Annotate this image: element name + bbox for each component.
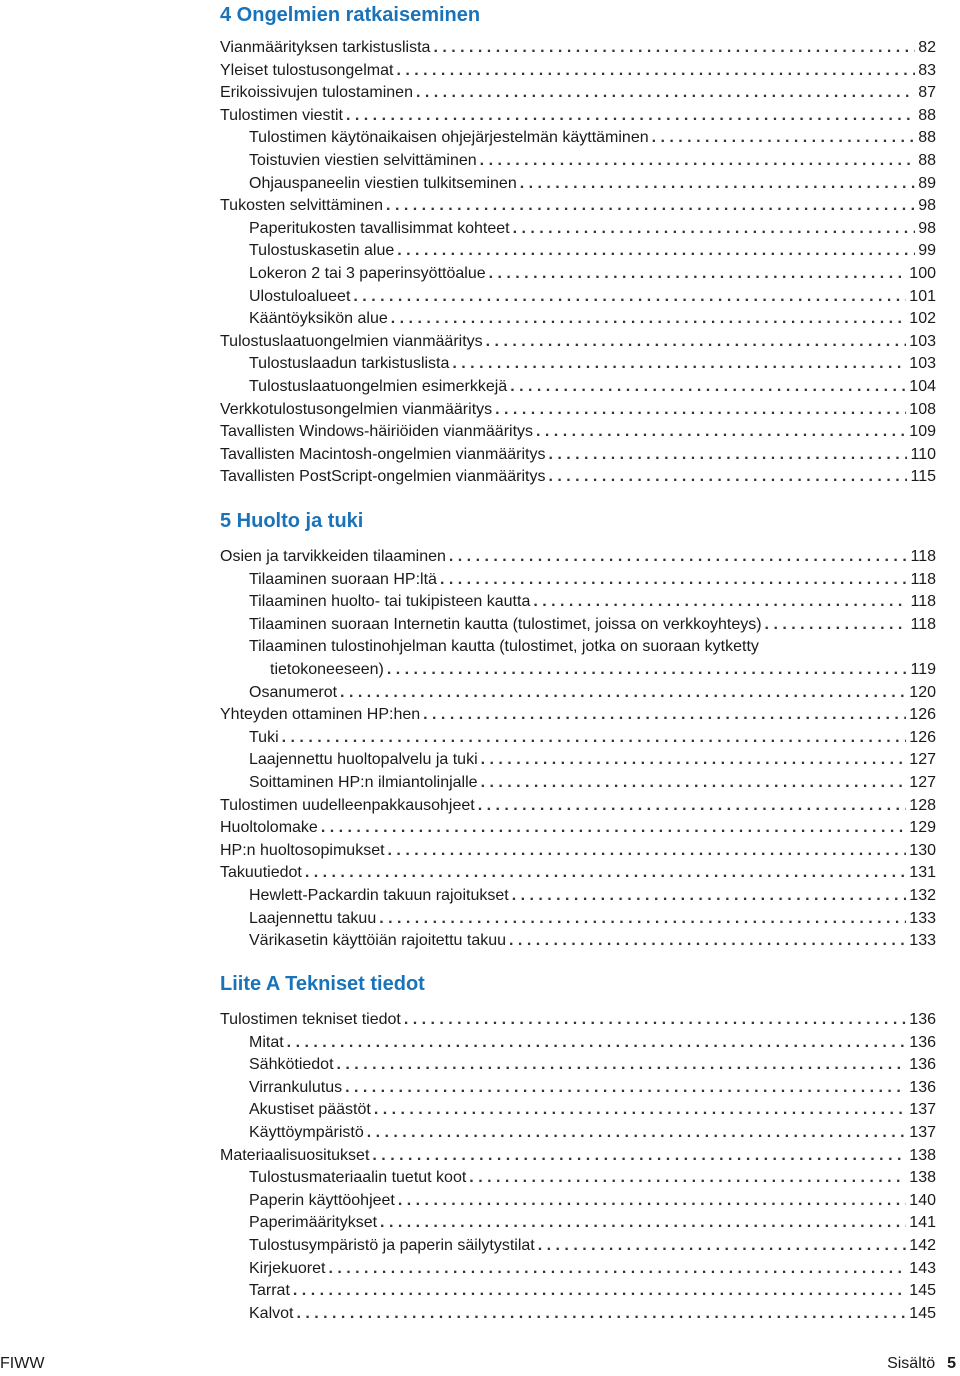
toc-entry-continuation	[249, 659, 936, 682]
dot-leader	[548, 466, 907, 489]
dot-leader	[548, 444, 907, 467]
toc-entry[interactable]	[220, 399, 936, 422]
footer-section-name: Sisältö	[887, 1355, 936, 1372]
toc-entry[interactable]	[220, 546, 936, 569]
toc-entry[interactable]	[220, 240, 936, 263]
footer-page-number: 5	[947, 1355, 956, 1372]
toc-entry-label: Virrankulutus	[249, 1078, 343, 1096]
toc-entry[interactable]	[220, 636, 936, 681]
dot-leader	[397, 240, 915, 263]
toc-entry[interactable]	[220, 862, 936, 885]
toc-entry-page: 110	[910, 445, 936, 463]
toc-entry-page: 131	[909, 864, 936, 882]
toc-entry[interactable]	[220, 885, 936, 908]
toc-entry[interactable]	[220, 331, 936, 354]
toc-entry[interactable]	[220, 772, 936, 795]
toc-entry-page: 126	[909, 706, 936, 724]
toc-entry-page: 142	[909, 1236, 936, 1254]
toc-entry-page: 98	[918, 219, 936, 237]
toc-list-chapter-5	[220, 546, 936, 953]
dot-leader	[481, 772, 907, 795]
toc-entry-page: 127	[909, 773, 936, 791]
toc-entry-page: 141	[909, 1214, 936, 1232]
dot-leader	[520, 173, 915, 196]
dot-leader	[380, 1212, 906, 1235]
toc-entry-label: Kääntöyksikön alue	[249, 310, 388, 328]
toc-entry-label: Paperin käyttöohjeet	[249, 1191, 395, 1209]
toc-entry-page: 138	[909, 1169, 936, 1187]
toc-entry-label: Tulostuslaadun tarkistuslista	[249, 355, 450, 373]
dot-leader	[353, 286, 906, 309]
toc-entry-page: 126	[909, 728, 936, 746]
toc-entry-label: Laajennettu huoltopalvelu ja tuki	[249, 751, 478, 769]
toc-entry-label: Osien ja tarvikkeiden tilaaminen	[220, 548, 446, 565]
chapter-heading-5: 5 Huolto ja tuki	[220, 510, 364, 532]
toc-entry-label: Hewlett-Packardin takuun rajoitukset	[249, 886, 509, 904]
toc-entry-page: 118	[910, 593, 936, 611]
dot-leader	[387, 659, 908, 682]
toc-entry[interactable]	[220, 1280, 936, 1303]
dot-leader	[512, 885, 907, 908]
toc-entry[interactable]	[220, 1190, 936, 1213]
toc-entry[interactable]	[220, 308, 936, 331]
toc-entry[interactable]	[220, 1258, 936, 1281]
toc-entry[interactable]	[220, 1032, 936, 1055]
toc-entry[interactable]	[220, 37, 936, 60]
toc-entry-page: 88	[918, 129, 936, 147]
toc-entry-page: 133	[909, 932, 936, 950]
toc-entry-label: Erikoissivujen tulostaminen	[220, 84, 413, 102]
dot-leader	[282, 727, 907, 750]
toc-entry[interactable]	[220, 444, 936, 467]
toc-entry-label: Akustiset päästöt	[249, 1101, 371, 1119]
dot-leader	[396, 60, 915, 83]
dot-leader	[386, 195, 915, 218]
toc-entry-label: Toistuvien viestien selvittäminen	[249, 151, 477, 169]
toc-list-appendix-a	[220, 1009, 936, 1325]
toc-entry[interactable]	[220, 82, 936, 105]
toc-entry[interactable]	[220, 1054, 936, 1077]
toc-entry-page: 138	[909, 1146, 936, 1164]
toc-entry-label: Tulostusmateriaalin tuetut koot	[249, 1169, 467, 1187]
dot-leader	[480, 150, 916, 173]
toc-entry-label: Kirjekuoret	[249, 1259, 326, 1277]
toc-entry[interactable]	[220, 749, 936, 772]
toc-entry-label: Tuki	[249, 728, 279, 746]
toc-entry-page: 99	[918, 242, 936, 260]
toc-entry-page: 118	[910, 570, 936, 588]
dot-leader	[452, 353, 906, 376]
toc-entry[interactable]	[220, 614, 936, 637]
toc-entry[interactable]	[220, 817, 936, 840]
toc-list-chapter-4	[220, 37, 936, 489]
toc-entry-label: Soittaminen HP:n ilmiantolinjalle	[249, 773, 478, 791]
toc-entry[interactable]	[220, 1145, 936, 1168]
dot-leader	[533, 591, 907, 614]
toc-entry-page: 104	[909, 377, 936, 395]
toc-entry-page: 133	[909, 909, 936, 927]
toc-entry-label: Tavallisten Windows-häiriöiden vianmääritys	[220, 423, 534, 441]
dot-leader	[423, 704, 906, 727]
toc-entry[interactable]	[220, 60, 936, 83]
dot-leader	[478, 795, 907, 818]
toc-entry-label: Takuutiedot	[220, 864, 302, 882]
toc-entry-label: Tulostimen tekniset tiedot	[220, 1011, 401, 1028]
toc-entry-label: Tilaaminen suoraan HP:ltä	[249, 570, 437, 588]
toc-entry[interactable]	[220, 1099, 936, 1122]
dot-leader	[486, 331, 907, 354]
dot-leader	[305, 862, 906, 885]
toc-entry-label: Tukosten selvittäminen	[220, 197, 384, 215]
toc-entry-page: 115	[910, 468, 936, 486]
toc-entry-page: 100	[909, 264, 936, 282]
toc-entry-label: Huoltolomake	[220, 819, 318, 837]
dot-leader	[321, 817, 906, 840]
dot-leader	[337, 1054, 907, 1077]
toc-entry[interactable]	[220, 682, 936, 705]
chapter-heading-appendix-a: Liite A Tekniset tiedot	[220, 973, 425, 995]
toc-entry-page: 127	[909, 751, 936, 769]
toc-entry-label: Sähkötiedot	[249, 1056, 334, 1074]
toc-entry-page: 102	[909, 310, 936, 328]
toc-entry-label: Tarrat	[249, 1282, 290, 1300]
toc-entry-label-continuation: tietokoneeseen)	[270, 660, 384, 678]
toc-entry-label: Tavallisten Macintosh-ongelmien vianmääritys	[220, 445, 546, 463]
toc-entry[interactable]	[220, 795, 936, 818]
toc-entry-label: Tilaaminen tulostinohjelman kautta (tulostimet, jotka on suoraan kytketty	[249, 638, 759, 656]
toc-entry-page: 118	[910, 548, 936, 565]
dot-leader	[372, 1145, 906, 1168]
toc-entry-page: 120	[909, 683, 936, 701]
toc-entry-page: 140	[909, 1191, 936, 1209]
toc-entry[interactable]	[220, 1235, 936, 1258]
toc-entry-label: Tulostuslaatuongelmien vianmääritys	[220, 332, 483, 350]
toc-entry[interactable]	[220, 591, 936, 614]
toc-entry-page: 136	[909, 1011, 936, 1028]
toc-entry-label: Tulostimen uudelleenpakkausohjeet	[220, 796, 475, 814]
toc-entry-page: 119	[910, 660, 936, 678]
toc-entry-label: Mitat	[249, 1033, 284, 1051]
toc-entry-page: 88	[918, 151, 936, 169]
toc-entry-label: Yhteyden ottaminen HP:hen	[220, 706, 421, 724]
toc-entry-label: Osanumerot	[249, 683, 338, 701]
toc-entry[interactable]	[220, 286, 936, 309]
toc-entry[interactable]	[220, 908, 936, 931]
toc-entry[interactable]	[220, 150, 936, 173]
toc-entry[interactable]	[220, 421, 936, 444]
dot-leader	[374, 1099, 906, 1122]
toc-entry[interactable]	[220, 173, 936, 196]
dot-leader	[652, 127, 916, 150]
toc-entry-page: 89	[918, 174, 936, 192]
toc-entry-page: 136	[909, 1033, 936, 1051]
toc-entry-page: 143	[909, 1259, 936, 1277]
toc-entry[interactable]	[220, 263, 936, 286]
dot-leader	[293, 1280, 906, 1303]
toc-entry-page: 128	[909, 796, 936, 814]
dot-leader	[367, 1122, 907, 1145]
dot-leader	[404, 1009, 906, 1032]
dot-leader	[398, 1190, 906, 1213]
toc-entry-page: 103	[909, 332, 936, 350]
toc-entry-label: HP:n huoltosopimukset	[220, 841, 385, 859]
toc-entry-page: 136	[909, 1078, 936, 1096]
toc-entry-page: 130	[909, 841, 936, 859]
toc-entry-label: Tulostusympäristö ja paperin säilytystilat	[249, 1236, 535, 1254]
toc-entry-label: Ulostuloalueet	[249, 287, 351, 305]
dot-leader	[388, 840, 907, 863]
toc-entry-page: 132	[909, 886, 936, 904]
dot-leader	[433, 37, 915, 60]
toc-entry-page: 136	[909, 1056, 936, 1074]
toc-entry[interactable]	[220, 218, 936, 241]
toc-entry[interactable]	[220, 704, 936, 727]
toc-entry-label: Vianmäärityksen tarkistuslista	[220, 39, 431, 56]
dot-leader	[469, 1167, 906, 1190]
toc-entry-page: 145	[909, 1282, 936, 1300]
toc-entry-label: Käyttöympäristö	[249, 1123, 364, 1141]
dot-leader	[513, 218, 916, 241]
dot-leader	[510, 376, 906, 399]
toc-entry-label: Paperitukosten tavallisimmat kohteet	[249, 219, 510, 237]
footer-doc-code: FIWW	[0, 1355, 45, 1372]
toc-entry-label: Lokeron 2 tai 3 paperinsyöttöalue	[249, 264, 486, 282]
toc-entry-page: 88	[918, 106, 936, 124]
dot-leader	[328, 1258, 906, 1281]
toc-entry[interactable]	[220, 1212, 936, 1235]
toc-entry[interactable]	[220, 376, 936, 399]
toc-entry-label: Ohjauspaneelin viestien tulkitseminen	[249, 174, 517, 192]
toc-entry[interactable]	[220, 1122, 936, 1145]
toc-entry-label: Tilaaminen huolto- tai tukipisteen kautta	[249, 593, 531, 611]
toc-entry-label: Tavallisten PostScript-ongelmien vianmääritys	[220, 468, 546, 486]
toc-entry-page: 137	[909, 1123, 936, 1141]
toc-entry-label: Tilaaminen suoraan Internetin kautta (tulostimet, joissa on verkkoyhteys)	[249, 615, 762, 633]
toc-entry-page: 129	[909, 819, 936, 837]
toc-entry[interactable]	[220, 105, 936, 128]
dot-leader	[449, 546, 908, 569]
dot-leader	[509, 930, 906, 953]
dot-leader	[287, 1032, 907, 1055]
toc-entry-label: Paperimääritykset	[249, 1214, 378, 1232]
toc-entry[interactable]	[220, 195, 936, 218]
toc-entry-label: Tulostuslaatuongelmien esimerkkejä	[249, 377, 508, 395]
toc-entry[interactable]	[220, 1009, 936, 1032]
toc-entry[interactable]	[220, 569, 936, 592]
dot-leader	[495, 399, 906, 422]
toc-entry-label: Materiaalisuositukset	[220, 1146, 370, 1164]
toc-entry[interactable]	[220, 1077, 936, 1100]
toc-entry-label: Kalvot	[249, 1304, 294, 1322]
chapter-heading-4: 4 Ongelmien ratkaiseminen	[220, 4, 481, 26]
toc-entry-label: Laajennettu takuu	[249, 909, 377, 927]
toc-entry[interactable]	[220, 840, 936, 863]
toc-entry-label: Värikasetin käyttöiän rajoitettu takuu	[249, 932, 507, 950]
toc-entry-page: 87	[918, 84, 936, 102]
toc-entry-label: Tulostimen käytönaikaisen ohjejärjestelmän käyttäminen	[249, 129, 649, 147]
toc-entry-label: Verkkotulostusongelmien vianmääritys	[220, 400, 493, 418]
dot-leader	[340, 682, 906, 705]
toc-entry[interactable]	[220, 353, 936, 376]
dot-leader	[345, 1077, 906, 1100]
dot-leader	[536, 421, 906, 444]
toc-entry-label: Yleiset tulostusongelmat	[220, 61, 394, 79]
dot-leader	[296, 1303, 906, 1326]
toc-entry[interactable]	[220, 727, 936, 750]
toc-entry-page: 83	[918, 61, 936, 79]
toc-entry-page: 118	[910, 615, 936, 633]
dot-leader	[346, 105, 915, 128]
toc-entry-page: 137	[909, 1101, 936, 1119]
dot-leader	[416, 82, 915, 105]
toc-entry[interactable]	[220, 930, 936, 953]
toc-entry-label: Tulostuskasetin alue	[249, 242, 395, 260]
dot-leader	[765, 614, 908, 637]
toc-entry-page: 82	[918, 39, 936, 56]
toc-entry-page: 103	[909, 355, 936, 373]
toc-entry[interactable]	[220, 1167, 936, 1190]
toc-entry[interactable]	[220, 1303, 936, 1326]
toc-entry-page: 98	[918, 197, 936, 215]
dot-leader	[538, 1235, 907, 1258]
toc-entry[interactable]	[220, 127, 936, 150]
dot-leader	[391, 308, 907, 331]
footer-page-label	[887, 1354, 956, 1374]
toc-entry[interactable]	[220, 466, 936, 489]
dot-leader	[379, 908, 906, 931]
toc-entry-label: Tulostimen viestit	[220, 106, 343, 124]
toc-entry-page: 145	[909, 1304, 936, 1322]
toc-entry-page: 108	[909, 400, 936, 418]
toc-entry-page: 109	[909, 423, 936, 441]
dot-leader	[440, 569, 908, 592]
dot-leader	[489, 263, 907, 286]
toc-entry-page: 101	[909, 287, 936, 305]
dot-leader	[481, 749, 907, 772]
